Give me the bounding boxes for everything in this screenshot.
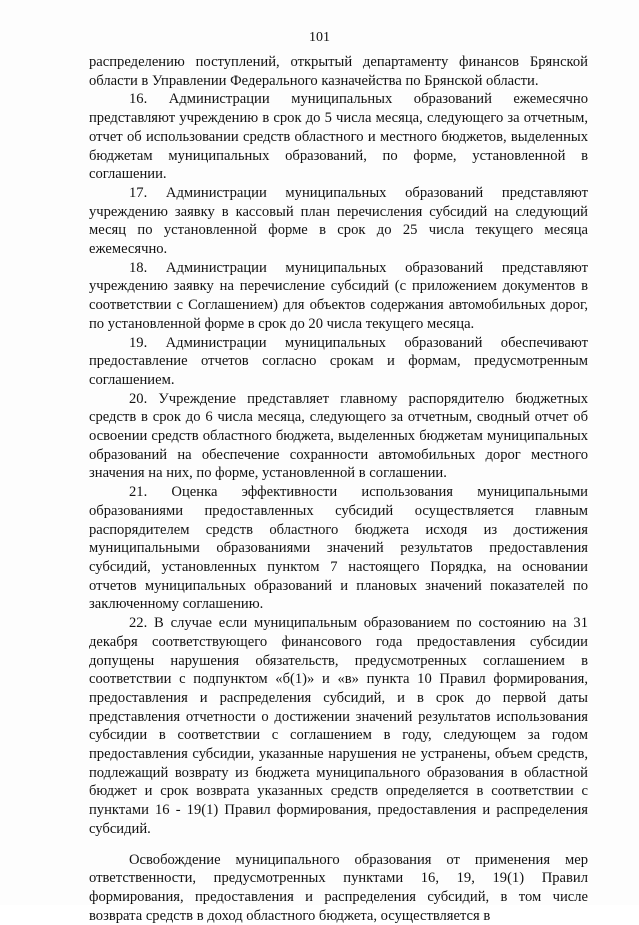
paragraph-19: 19. Администрации муниципальных образований обеспечивают предоставление отчетов согласно срокам и формам, предусмотренным соглашением.	[89, 334, 588, 388]
paragraph-18: 18. Администрации муниципальных образований представляют учреждению заявку на перечисление субсидий (с приложением документов в соответствии с Соглашением) для объектов содержания автомобильных дорог, по установленной форме в срок до 20 числа текущего месяца.	[89, 259, 588, 332]
paragraph-21: 21. Оценка эффективности использования муниципальными образованиями предоставленных субсидий осуществляется главным распорядителем средств областного бюджета исходя из достижения муниципальными образованиями значений результатов предоставления субсидий, установленных пунктом 7 настоящего Порядка, на основании отчетов муниципальных образований и плановых значений показателей по заключенному соглашению.	[89, 484, 588, 613]
paragraph-exemption: Освобождение муниципального образования от применения мер ответственности, предусмотренных пунктами 16, 19, 19(1) Правил формирования, предоставления и распределения субсидий, в том числе возврата средств в доход областного бюджета, осуществляется в	[89, 851, 588, 924]
paragraph-20: 20. Учреждение представляет главному распорядителю бюджетных средств в срок до 6 числа месяца, следующего за отчетным, сводный отчет об освоении средств областного бюджета, выделенных бюджетам муниципальных образований на обеспечение сохранности автомобильных дорог местного значения на них, по форме, установленной в соглашении.	[89, 390, 588, 482]
paragraph-22: 22. В случае если муниципальным образованием по состоянию на 31 декабря соответствующего финансового года предоставления субсидии допущены нарушения обязательств, предусмотренных соглашением в соответствии с подпунктом «б(1)» и «в» пункта 10 Правил формирования, предоставления и распределения субсидий, и в срок до первой даты представления отчетности о достижении значений результатов использования субсидии в соответствии с соглашением в году, следующем за годом предоставления субсидии, указанные нарушения не устранены, объем средств, подлежащий возврату из бюджета муниципального образования в областной бюджет и срок возврата указанных средств определяется в соответствии с пунктами 16 - 19(1) Правил формирования, предоставления и распределения субсидий.	[89, 615, 588, 837]
paragraph-16: 16. Администрации муниципальных образований ежемесячно представляют учреждению в срок до 5 числа месяца, следующего за отчетным, отчет об использовании средств областного и местного бюджетов, выделенных бюджетам муниципальных образований, по форме, установленной в соглашении.	[89, 91, 588, 183]
paragraph-continuation: распределению поступлений, открытый департаменту финансов Брянской области в Управлении Федерального казначейства по Брянской области.	[89, 54, 588, 89]
page-number: 101	[309, 30, 330, 45]
paragraph-17: 17. Администрации муниципальных образований представляют учреждению заявку в кассовый план перечисления субсидий на следующий месяц по установленной форме в срок до 25 числа текущего месяца ежемесячно.	[89, 184, 588, 258]
document-body	[89, 53, 588, 925]
